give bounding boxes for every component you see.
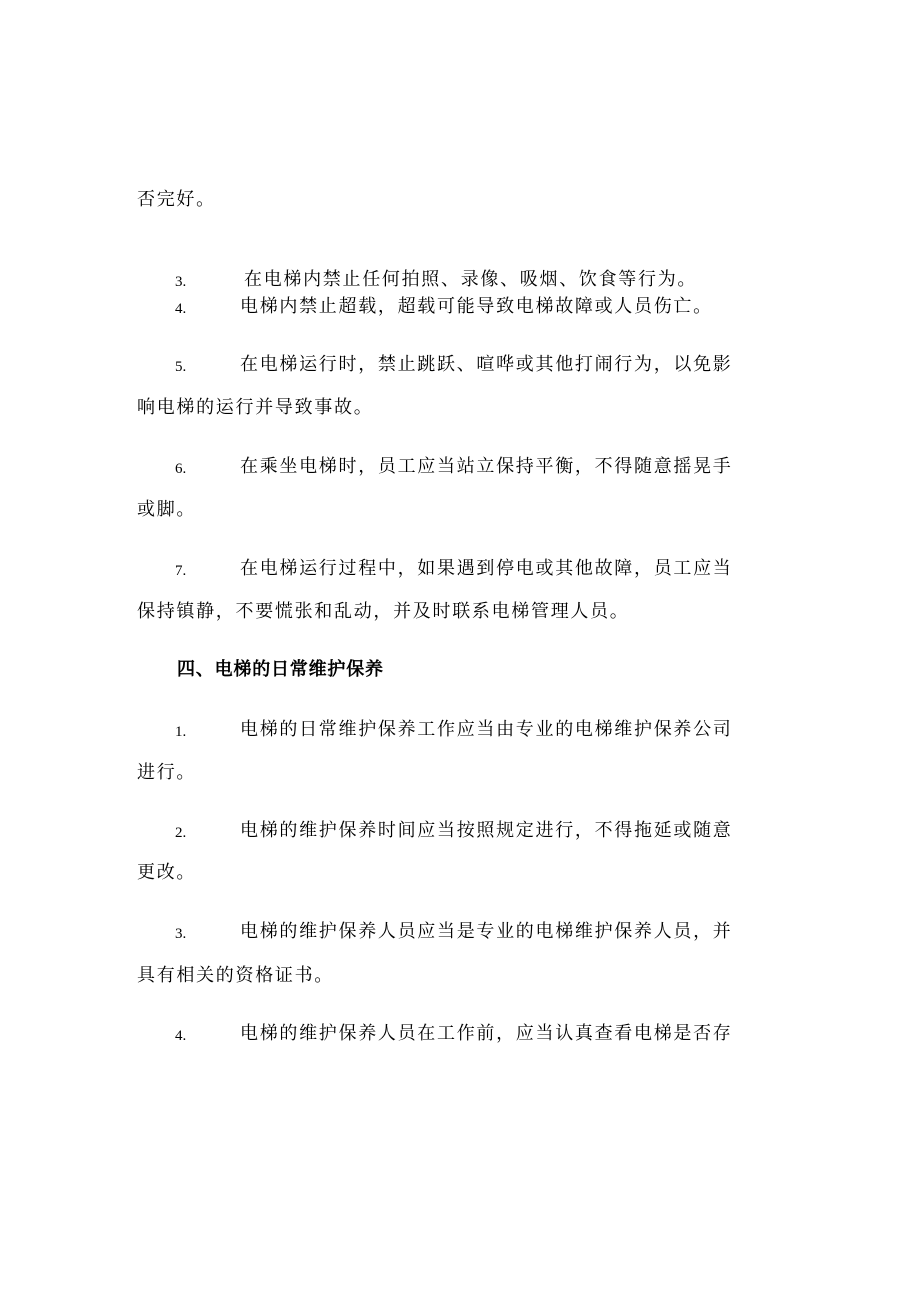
list-item-text: 电梯内禁止超载，超载可能导致电梯故障或人员伤亡。	[240, 296, 713, 317]
list-item-continuation: 或脚。	[137, 499, 197, 520]
list-item-text: 在乘坐电梯时，员工应当站立保持平衡，不得随意摇晃手	[240, 456, 733, 477]
list-item-number: 5.	[175, 359, 187, 375]
list-item-text: 在电梯运行过程中，如果遇到停电或其他故障，员工应当	[240, 558, 733, 579]
list-item-text: 电梯的日常维护保养工作应当由专业的电梯维护保养公司	[240, 719, 733, 740]
list-item-number: 1.	[175, 724, 187, 740]
list-item-number: 4.	[175, 1028, 187, 1044]
section-heading: 四、电梯的日常维护保养	[177, 659, 384, 680]
list-item-number: 2.	[175, 825, 187, 841]
list-item-number: 3.	[175, 926, 187, 942]
list-item-continuation: 响电梯的运行并导致事故。	[137, 397, 374, 418]
list-item-continuation: 具有相关的资格证书。	[137, 965, 334, 986]
list-item-text: 电梯的维护保养人员在工作前，应当认真查看电梯是否存	[240, 1023, 733, 1044]
list-item-text: 电梯的维护保养人员应当是专业的电梯维护保养人员，并	[240, 921, 733, 942]
list-item-number: 6.	[175, 461, 187, 477]
list-item-number: 3.	[175, 274, 187, 290]
list-item-text: 在电梯内禁止任何拍照、录像、吸烟、饮食等行为。	[244, 269, 698, 290]
list-item-continuation: 保持镇静，不要慌张和乱动，并及时联系电梯管理人员。	[137, 601, 630, 622]
list-item-number: 4.	[175, 301, 187, 317]
list-item-continuation: 更改。	[137, 862, 197, 883]
continuation-text: 否完好。	[137, 189, 216, 210]
list-item-text: 在电梯运行时，禁止跳跃、喧哗或其他打闹行为，以免影	[240, 354, 733, 375]
list-item-continuation: 进行。	[137, 762, 197, 783]
list-item-number: 7.	[175, 563, 187, 579]
list-item-text: 电梯的维护保养时间应当按照规定进行，不得拖延或随意	[240, 820, 733, 841]
